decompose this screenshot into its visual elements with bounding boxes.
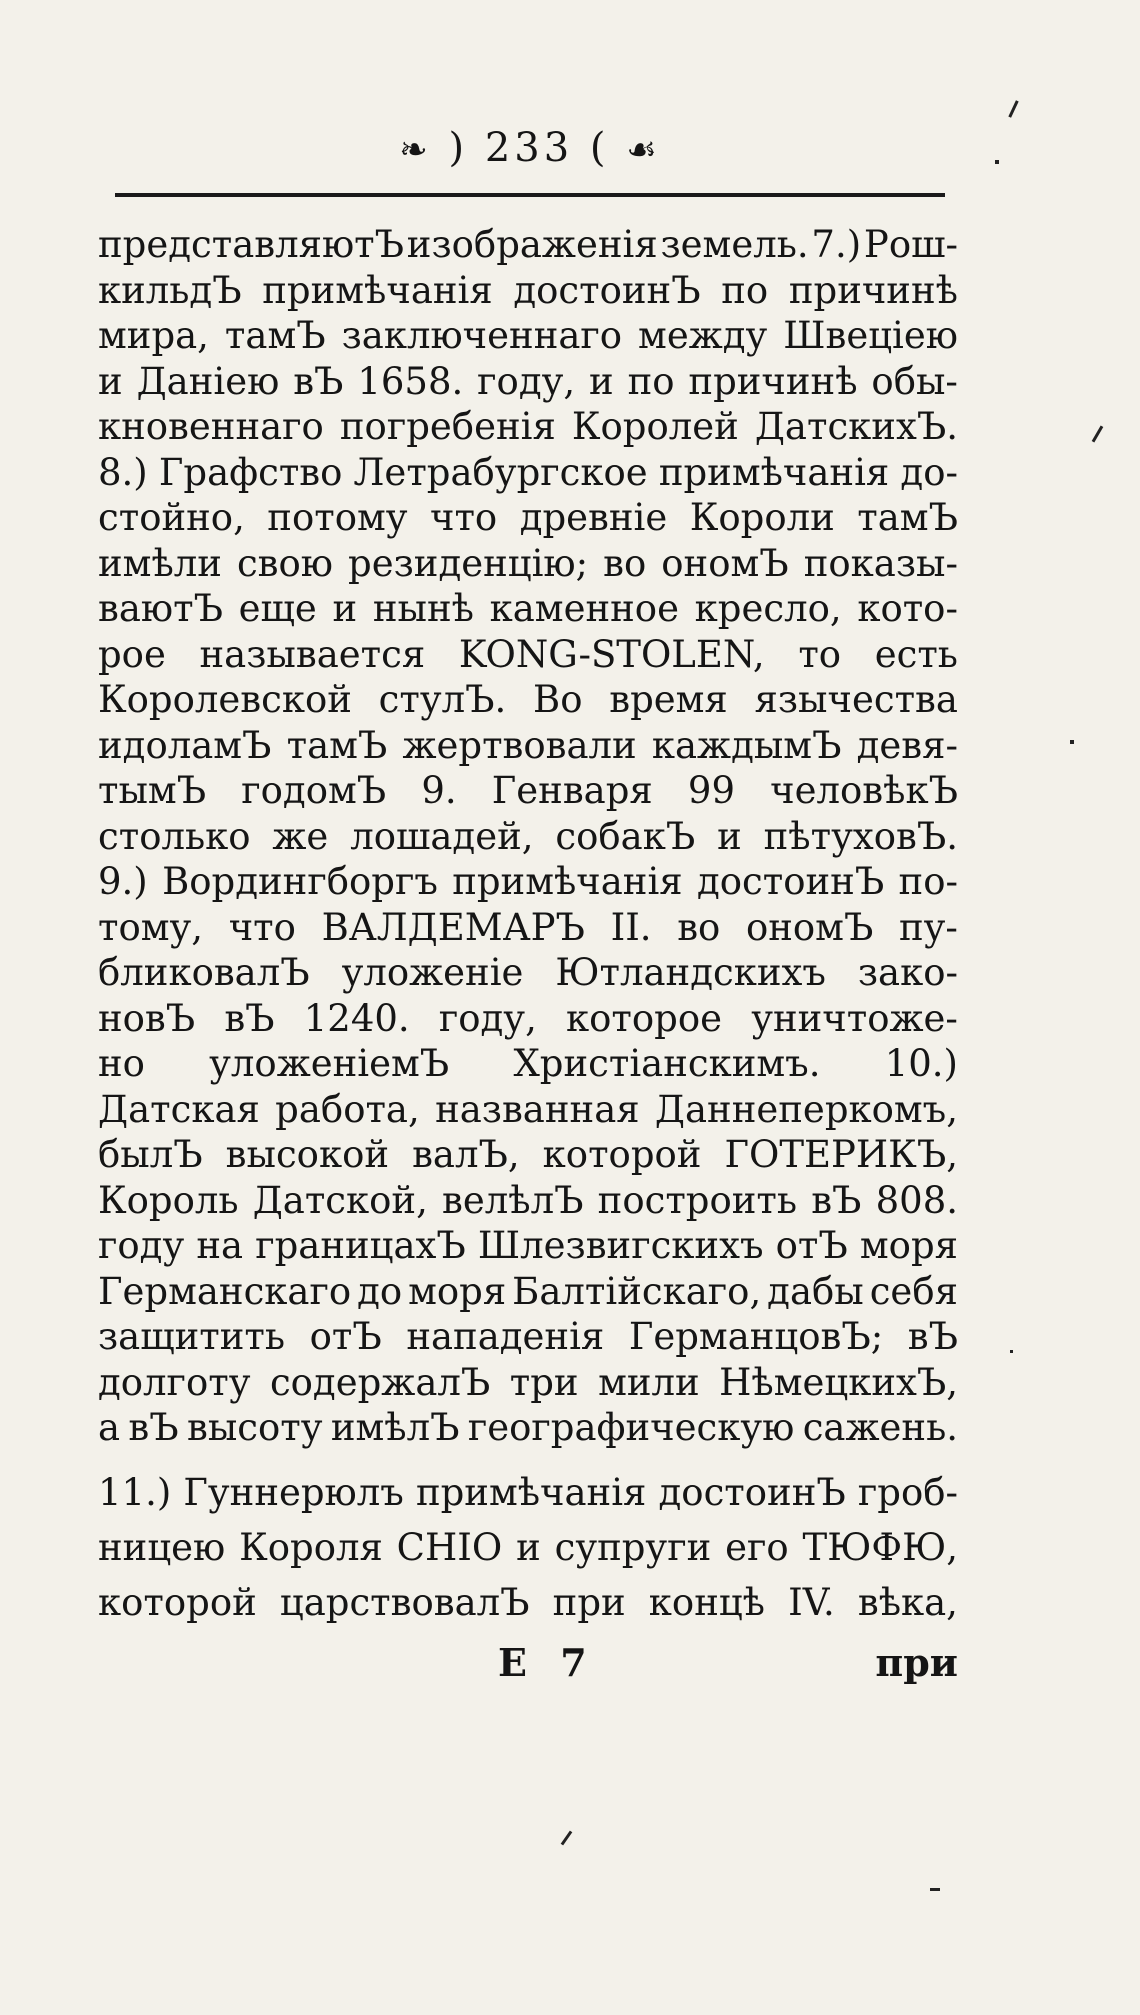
word: а (98, 1406, 121, 1449)
word: 1658. (357, 359, 464, 403)
word: погребенія (339, 405, 556, 448)
word: Рош- (863, 223, 958, 266)
word: долготу (98, 1360, 251, 1404)
word: но (98, 1042, 145, 1085)
word: Королевской (98, 678, 352, 721)
word: три (509, 1360, 579, 1404)
word: язычества (754, 678, 958, 721)
word: тому, (98, 905, 204, 949)
word: НѣмецкихЪ, (719, 1360, 958, 1404)
word: высоту (186, 1406, 323, 1449)
word: мира, (98, 314, 209, 357)
word: 7.) (811, 223, 862, 266)
word: годомЪ (241, 769, 387, 812)
text-line (98, 222, 958, 268)
word: стулЪ. (378, 678, 507, 721)
word: Вордингборгъ (162, 860, 438, 903)
word: 9. (421, 769, 457, 812)
word: по (627, 359, 675, 403)
word: достоинЪ (696, 860, 885, 903)
text-line (98, 723, 958, 769)
word: по- (898, 860, 958, 903)
word: примѣчанія (262, 268, 493, 312)
word: былЪ (98, 1133, 203, 1176)
word: географическую (467, 1406, 795, 1449)
word: пѣтуховЪ. (763, 814, 958, 858)
text-line (98, 586, 958, 632)
word: Балтійскаго, (512, 1269, 762, 1313)
ornament-right-icon: ☙ (626, 130, 661, 170)
word: мили (598, 1360, 700, 1404)
word: вѣка, (857, 1580, 958, 1624)
word: ницею (98, 1525, 226, 1569)
word: Во (533, 678, 583, 721)
word: Датской, (252, 1178, 428, 1222)
word: примѣчанія (658, 450, 890, 494)
text-line (98, 1520, 958, 1575)
word: KONG-STOLEN, (458, 632, 765, 676)
word: девя- (856, 723, 958, 767)
text-line (98, 996, 958, 1042)
word: и (717, 814, 742, 858)
word: отЪ (775, 1224, 848, 1267)
word: что (228, 905, 296, 949)
word: и (332, 587, 358, 630)
text-line (98, 632, 958, 678)
word: то (798, 632, 842, 676)
text-line (98, 1269, 958, 1315)
word: вЪ (907, 1315, 958, 1358)
word: 10.) (884, 1042, 958, 1085)
word: имѣли (98, 541, 222, 585)
text-line (98, 1360, 958, 1406)
word: Германскаго (98, 1269, 352, 1313)
word: еще (238, 587, 317, 630)
word: кновеннаго (98, 405, 324, 448)
signature-mark: E 7 (498, 1640, 597, 1685)
text-line (98, 1575, 958, 1630)
word: при (552, 1580, 626, 1624)
word: 1240. (303, 996, 410, 1040)
word: тымЪ (98, 769, 207, 812)
word: валЪ, (412, 1133, 520, 1176)
word: столько (98, 814, 251, 858)
word: кильдЪ (98, 268, 242, 312)
word: его (725, 1525, 789, 1569)
margin-speck (1008, 100, 1018, 118)
word: жертвовали (402, 723, 637, 767)
word: 808. (875, 1178, 958, 1222)
word: построить (597, 1178, 798, 1222)
word: до (357, 1269, 403, 1313)
text-line (98, 268, 958, 314)
text-line (98, 1223, 958, 1269)
word: Даннеперкомъ, (654, 1087, 958, 1131)
word: ГерманцовЪ; (628, 1315, 884, 1358)
text-line (98, 677, 958, 723)
word: тамЪ (857, 496, 958, 539)
word: 99 (687, 769, 736, 812)
margin-speck (995, 160, 999, 164)
word: тамЪ (224, 314, 326, 357)
word: себя (869, 1269, 958, 1313)
running-header (115, 125, 945, 171)
word: Гуннерюлъ (183, 1470, 404, 1514)
text-line (98, 1314, 958, 1360)
ornament-left-icon: ❧ (399, 130, 432, 170)
margin-speck (1070, 740, 1074, 744)
body-text (98, 222, 958, 1630)
word: уложеніемЪ (209, 1042, 450, 1085)
catchword: при (875, 1640, 958, 1685)
word: царствовалЪ (279, 1580, 530, 1624)
word: во (677, 905, 721, 949)
word: дабы (767, 1269, 864, 1313)
word: примѣчанія (452, 860, 683, 903)
word: году, (477, 359, 576, 403)
word: гроб- (857, 1470, 958, 1514)
page-number: ) 233 ( (448, 125, 610, 171)
word: моря (859, 1224, 958, 1267)
text-line (98, 359, 958, 405)
word: Генваря (491, 769, 653, 812)
word: которой (542, 1133, 702, 1176)
word: на (196, 1224, 244, 1267)
text-line (98, 313, 958, 359)
text-line (98, 768, 958, 814)
word: собакЪ (555, 814, 696, 858)
word: заключеннаго (341, 314, 623, 357)
text-line (98, 450, 958, 496)
word: лошадей, (350, 814, 534, 858)
word: высокой (225, 1133, 390, 1176)
text-line (98, 1041, 958, 1087)
word: защитить (98, 1315, 286, 1358)
word: древніе (519, 496, 668, 539)
word: Христіанскимъ. (513, 1042, 821, 1085)
word: и (98, 359, 123, 403)
word: 9.) (98, 860, 148, 903)
margin-speck (561, 1831, 573, 1846)
word: называется (199, 632, 426, 676)
word: Летрабургское (353, 450, 648, 494)
word: стойно, (98, 496, 245, 539)
word: нападенія (406, 1315, 605, 1358)
word: Короля (239, 1525, 383, 1569)
word: кото- (857, 587, 958, 630)
margin-speck (1092, 425, 1104, 442)
word: Даніею (136, 359, 280, 403)
margin-speck (930, 1888, 940, 1891)
word: обы- (871, 359, 958, 403)
word: супруги (554, 1525, 712, 1569)
word: ономЪ (661, 541, 789, 585)
text-line (98, 859, 958, 905)
word: резиденцію; (348, 541, 589, 585)
word: ДатскихЪ. (754, 405, 958, 448)
word: достоинЪ (513, 268, 701, 312)
word: каждымЪ (651, 723, 842, 767)
word: Датская (98, 1087, 260, 1131)
text-line (98, 814, 958, 860)
word: нынѣ (372, 587, 474, 630)
word: ГОТЕРИКЪ, (724, 1133, 958, 1176)
word: которой (98, 1580, 257, 1624)
word: моря (408, 1269, 507, 1313)
text-line (98, 905, 958, 951)
word: и (589, 359, 614, 403)
word: показы- (803, 541, 958, 585)
word: причинѣ (788, 268, 958, 312)
word: пу- (899, 905, 958, 949)
word: до- (900, 450, 958, 494)
word: Король (98, 1178, 239, 1222)
text-line (98, 1465, 958, 1520)
word: году (98, 1224, 185, 1267)
word: зако- (857, 951, 958, 994)
word: вЪ (293, 359, 344, 403)
word: тамЪ (286, 723, 388, 767)
word: примѣчанія (415, 1470, 647, 1514)
word: же (272, 814, 329, 858)
word: вЪ (811, 1178, 862, 1222)
word: Королей (571, 405, 739, 448)
word: время (609, 678, 728, 721)
word: имѣлЪ (330, 1406, 460, 1449)
word: велѣлЪ (442, 1178, 584, 1222)
word: земель. (660, 223, 809, 266)
word: потому (267, 496, 408, 539)
text-line (98, 404, 958, 450)
word: Короли (689, 496, 835, 539)
word: содержалЪ (269, 1360, 491, 1404)
text-line (98, 495, 958, 541)
word: свою (236, 541, 333, 585)
word: IV. (788, 1580, 835, 1624)
word: есть (874, 632, 958, 676)
text-line (98, 541, 958, 587)
word: новЪ (98, 996, 196, 1040)
word: достоинЪ (658, 1470, 846, 1514)
word: идоламЪ (98, 723, 272, 767)
word: рое (98, 632, 166, 676)
word: вЪ (224, 996, 275, 1040)
word: работа, (275, 1087, 420, 1131)
word: ономЪ (745, 905, 874, 949)
word: Шлезвигскихъ (477, 1224, 764, 1267)
word: бликовалЪ (98, 951, 310, 994)
word: Ютландскихъ (555, 951, 826, 994)
word: вЪ (128, 1406, 179, 1449)
word: ваютЪ (98, 587, 223, 630)
word: изображенія (406, 223, 658, 266)
word: названная (435, 1087, 640, 1131)
word: уничтоже- (751, 996, 958, 1040)
word: во (603, 541, 647, 585)
word: границахЪ (255, 1224, 466, 1267)
word: сажень. (802, 1406, 958, 1449)
word: и (516, 1525, 541, 1569)
word: каменное (489, 587, 679, 630)
word: отЪ (309, 1315, 382, 1358)
word: СНІО (396, 1525, 503, 1569)
word: уложеніе (341, 951, 524, 994)
page-footer (98, 1640, 958, 1690)
text-line (98, 1087, 958, 1133)
word: представляютЪ (98, 223, 405, 266)
word: человѣкЪ (770, 769, 958, 812)
margin-speck (1010, 1350, 1013, 1353)
word: ВАЛДЕМАРЪ (321, 905, 585, 949)
word: 8.) (98, 450, 148, 494)
word: ТЮФЮ, (802, 1525, 958, 1569)
word: II. (610, 905, 652, 949)
word: кресло, (694, 587, 842, 630)
word: Швеціею (783, 314, 958, 357)
word: 11.) (98, 1470, 172, 1514)
word: что (430, 496, 498, 539)
text-line (98, 1405, 958, 1451)
header-rule (115, 193, 945, 197)
word: причинѣ (688, 359, 858, 403)
word: которое (566, 996, 723, 1040)
text-line (98, 950, 958, 996)
text-line (98, 1178, 958, 1224)
text-line (98, 1132, 958, 1178)
word: концѣ (648, 1580, 765, 1624)
word: Графство (158, 450, 343, 494)
word: между (638, 314, 768, 357)
word: году, (438, 996, 537, 1040)
word: по (721, 268, 769, 312)
